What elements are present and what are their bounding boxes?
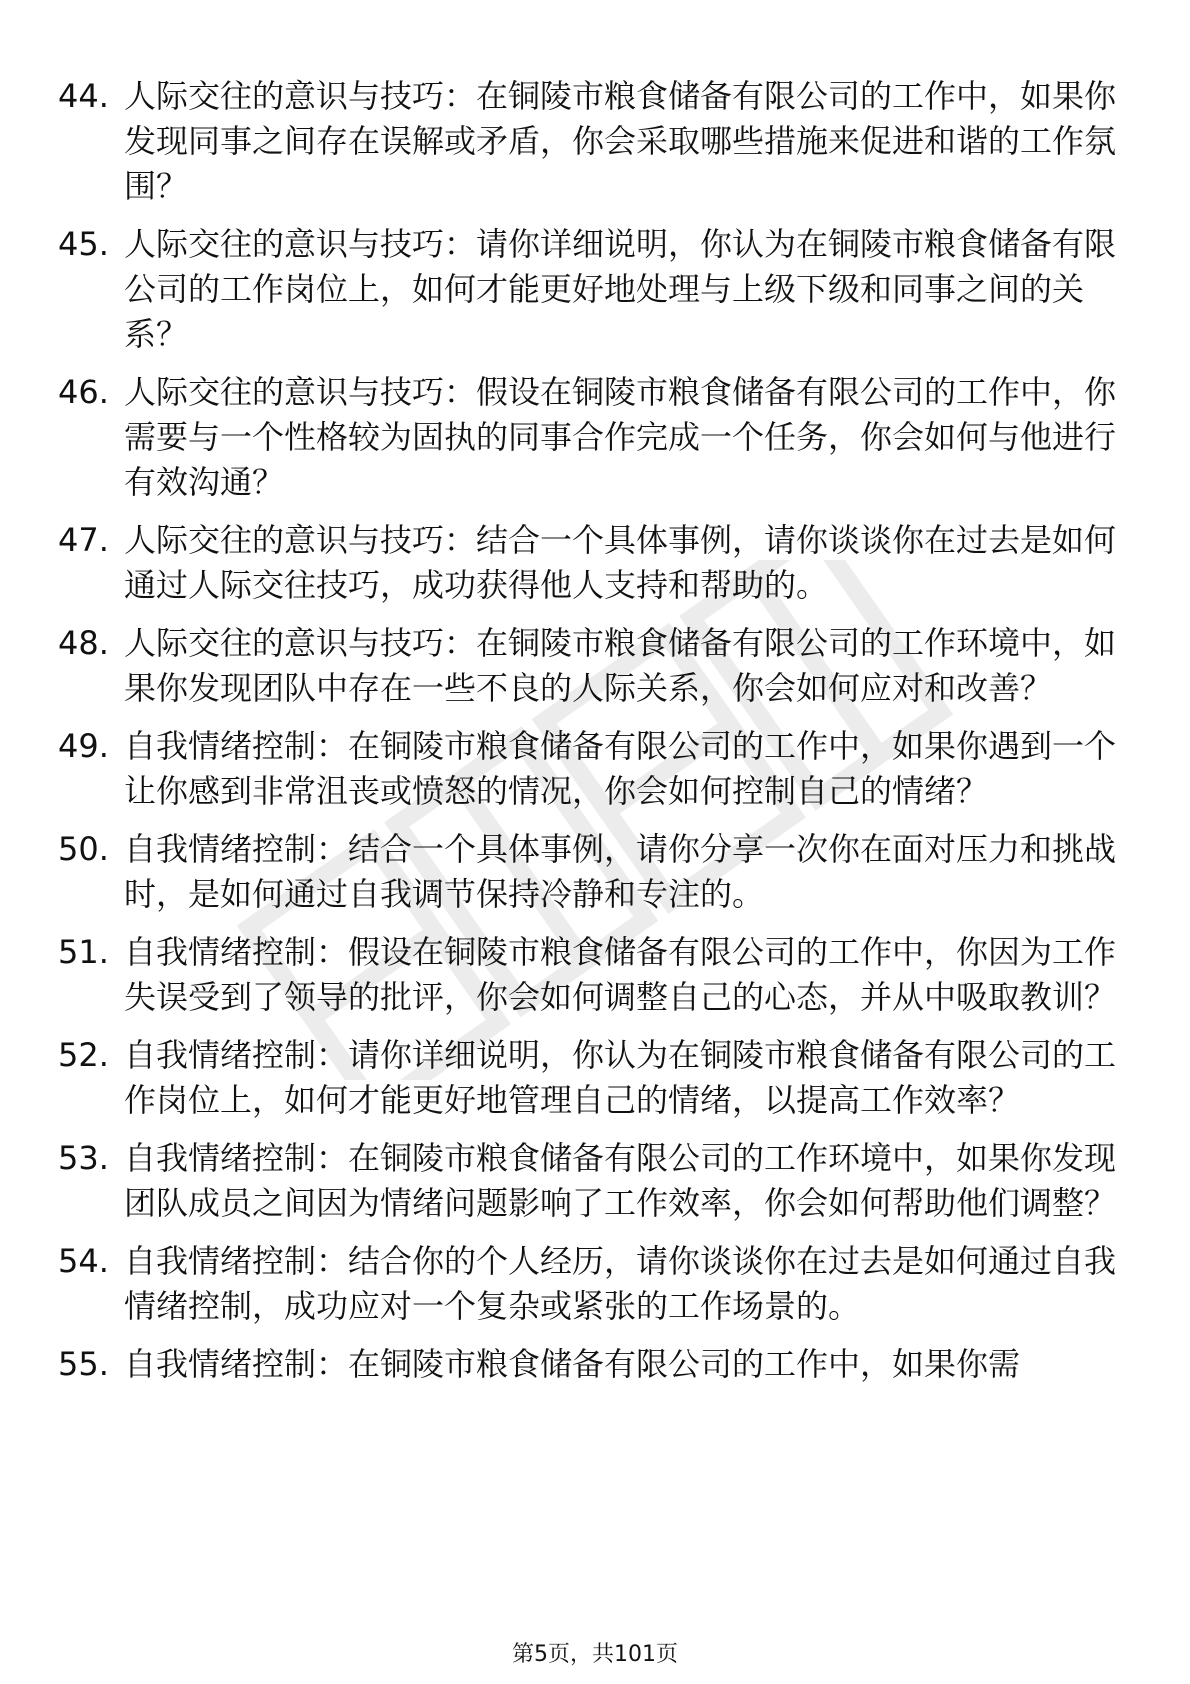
page-number-label: 第5页，共101页: [512, 1642, 678, 1667]
question-number: 52.: [58, 1036, 109, 1074]
question-text: 自我情绪控制：请你详细说明，你认为在铜陵市粮食储备有限公司的工作岗位上，如何才能更好地管理自己的情绪，以提高工作效率？: [124, 1036, 1117, 1119]
question-text: 自我情绪控制：假设在铜陵市粮食储备有限公司的工作中，你因为工作失误受到了领导的批评，你会如何调整自己的心态，并从中吸取教训？: [124, 933, 1117, 1016]
list-item: [58, 1136, 1118, 1226]
question-number: 49.: [58, 727, 109, 765]
question-text: 人际交往的意识与技巧：假设在铜陵市粮食储备有限公司的工作中，你需要与一个性格较为固执的同事合作完成一个任务，你会如何与他进行有效沟通？: [124, 373, 1117, 501]
question-text: 自我情绪控制：结合你的个人经历，请你谈谈你在过去是如何通过自我情绪控制，成功应对一个复杂或紧张的工作场景的。: [124, 1242, 1117, 1325]
question-list: [58, 74, 1118, 1400]
list-item: [58, 827, 1118, 917]
question-text: 人际交往的意识与技巧：在铜陵市粮食储备有限公司的工作中，如果你发现同事之间存在误解或矛盾，你会采取哪些措施来促进和谐的工作氛围？: [124, 77, 1117, 205]
list-item: [58, 222, 1118, 357]
question-text: 人际交往的意识与技巧：请你详细说明，你认为在铜陵市粮食储备有限公司的工作岗位上，如何才能更好地处理与上级下级和同事之间的关系？: [124, 225, 1117, 353]
page-footer: [0, 1640, 1190, 1670]
list-item: [58, 1342, 1118, 1387]
question-text: 自我情绪控制：在铜陵市粮食储备有限公司的工作中，如果你遇到一个让你感到非常沮丧或愤怒的情况，你会如何控制自己的情绪？: [124, 727, 1117, 810]
question-number: 53.: [58, 1139, 109, 1177]
list-item: [58, 724, 1118, 814]
question-text: 人际交往的意识与技巧：结合一个具体事例，请你谈谈你在过去是如何通过人际交往技巧，成功获得他人支持和帮助的。: [124, 521, 1117, 604]
question-number: 47.: [58, 521, 109, 559]
question-text: 自我情绪控制：在铜陵市粮食储备有限公司的工作环境中，如果你发现团队成员之间因为情绪问题影响了工作效率，你会如何帮助他们调整？: [124, 1139, 1117, 1222]
list-item: [58, 930, 1118, 1020]
question-text: 自我情绪控制：结合一个具体事例，请你分享一次你在面对压力和挑战时，是如何通过自我调节保持冷静和专注的。: [124, 830, 1117, 913]
question-number: 54.: [58, 1242, 109, 1280]
question-number: 55.: [58, 1345, 109, 1383]
list-item: [58, 621, 1118, 711]
question-text: 人际交往的意识与技巧：在铜陵市粮食储备有限公司的工作环境中，如果你发现团队中存在一些不良的人际关系，你会如何应对和改善？: [124, 624, 1117, 707]
question-number: 44.: [58, 77, 109, 115]
question-text: 自我情绪控制：在铜陵市粮食储备有限公司的工作中，如果你需: [124, 1345, 1021, 1383]
question-number: 45.: [58, 225, 109, 263]
list-item: [58, 1239, 1118, 1329]
question-number: 50.: [58, 830, 109, 868]
question-number: 46.: [58, 373, 109, 411]
question-number: 51.: [58, 933, 109, 971]
list-item: [58, 370, 1118, 505]
question-number: 48.: [58, 624, 109, 662]
list-item: [58, 518, 1118, 608]
list-item: [58, 74, 1118, 209]
list-item: [58, 1033, 1118, 1123]
